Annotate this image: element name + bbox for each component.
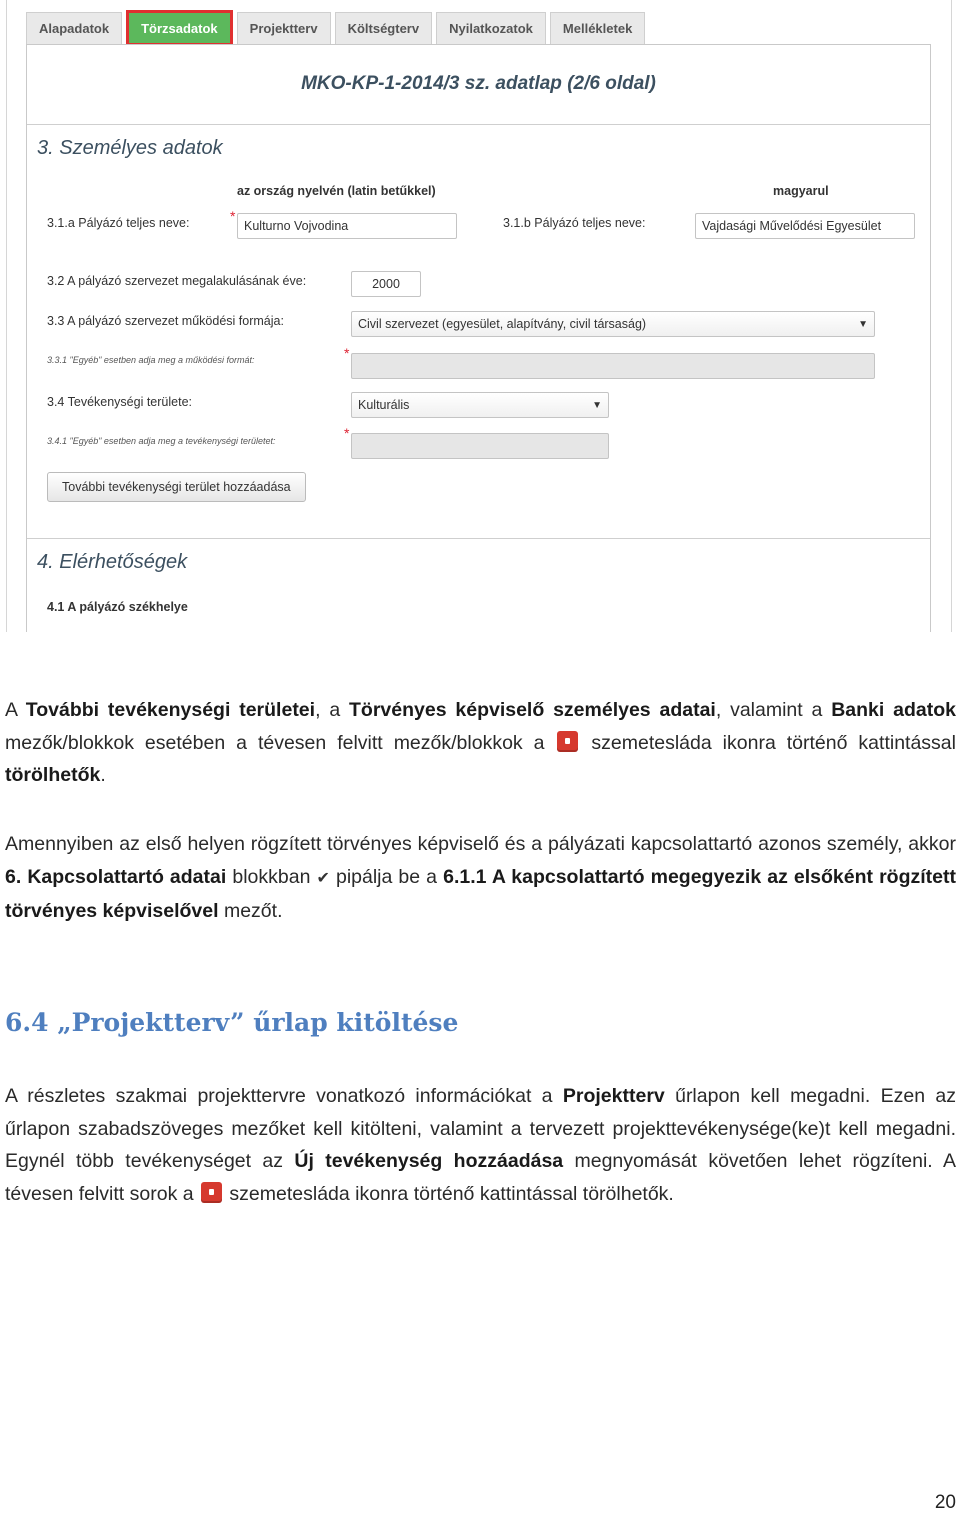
operating-form-select[interactable] <box>351 311 875 337</box>
text: szemetesláda ikonra történő kattintással <box>580 731 956 754</box>
trash-icon <box>557 731 578 752</box>
screenshot-left-edge <box>6 0 7 632</box>
text: A részletes szakmai projekttervre vonatkozó információkat a <box>5 1085 563 1107</box>
column-header-hungarian: magyarul <box>773 184 829 198</box>
form-panel <box>26 44 931 632</box>
required-mark: * <box>344 345 350 361</box>
section-3-title: 3. Személyes adatok <box>37 137 223 159</box>
bold-text: További tevékenységi területei <box>25 699 316 721</box>
tab-nyilatkozatok[interactable]: Nyilatkozatok <box>436 12 546 44</box>
activity-area-select[interactable] <box>351 392 609 418</box>
text: szemetesláda ikonra történő kattintással törölhetők. <box>224 1182 674 1205</box>
chevron-down-icon: ▼ <box>858 318 868 330</box>
required-mark: * <box>230 208 236 224</box>
text: , a <box>315 699 349 721</box>
text: mezőt. <box>218 900 283 922</box>
form-title: MKO-KP-1-2014/3 sz. adatlap (2/6 oldal) <box>301 73 656 94</box>
label-3-3: 3.3 A pályázó szervezet működési formája: <box>47 314 284 328</box>
text: pipálja be a <box>329 865 444 888</box>
bold-text: 6. Kapcsolattartó adatai <box>5 865 227 888</box>
bold-text: Projektterv <box>562 1085 665 1107</box>
text: A <box>5 699 26 721</box>
bold-text: 6.1.1 A kapcsolattartó megegyezik az elsőként rögzített törvényes képviselővel <box>5 865 956 922</box>
operating-form-value: Civil szervezet (egyesület, alapítvány, civil társaság) <box>358 317 647 331</box>
tab-mellekletek[interactable]: Mellékletek <box>550 12 645 44</box>
other-activity-area-field[interactable] <box>351 433 609 459</box>
text: , valamint a <box>715 699 832 721</box>
check-icon: ✔ <box>316 869 330 887</box>
tab-alapadatok[interactable]: Alapadatok <box>26 12 122 44</box>
tab-projektterv[interactable]: Projektterv <box>237 12 331 44</box>
text: blokkban <box>226 865 317 888</box>
founding-year-field[interactable]: 2000 <box>351 271 421 297</box>
bold-text: Banki adatok <box>831 699 956 721</box>
label-3-4: 3.4 Tevékenységi területe: <box>47 395 193 409</box>
tab-bar <box>26 10 645 46</box>
label-3-1a: 3.1.a Pályázó teljes neve: <box>47 216 190 230</box>
name-hungarian-field[interactable]: Vajdasági Művelődési Egyesület <box>695 213 915 239</box>
bold-text: törölhetők <box>5 764 101 786</box>
tab-torzsadatok[interactable]: Törzsadatok <box>126 10 233 46</box>
required-mark: * <box>344 425 350 441</box>
text: . <box>100 764 106 786</box>
section-4-title: 4. Elérhetőségek <box>37 551 188 573</box>
divider <box>27 124 930 125</box>
bold-text: Törvényes képviselő személyes adatai <box>349 699 716 721</box>
other-operating-form-field[interactable] <box>351 353 875 379</box>
label-3-2: 3.2 A pályázó szervezet megalakulásának éve: <box>47 274 307 288</box>
form-screenshot <box>6 0 952 632</box>
text: űrlapon kell megadni. Ezen az űrlapon szabadszöveges mezőket kell kitölteni, valamint a tervezett projekttevékenysége(ke)t kell megadni. Egynél több tevékenységet az <box>5 1085 956 1172</box>
label-3-1b: 3.1.b Pályázó teljes neve: <box>503 216 646 230</box>
divider <box>27 538 930 539</box>
screenshot-right-edge <box>951 0 952 632</box>
paragraph-project-plan <box>5 1080 956 1210</box>
label-3-3-1: 3.3.1 "Egyéb" esetben adja meg a működési formát: <box>47 355 255 365</box>
label-3-4-1: 3.4.1 "Egyéb" esetben adja meg a tevékenységi területet: <box>47 436 276 446</box>
chevron-down-icon: ▼ <box>592 399 602 411</box>
trash-icon <box>201 1182 222 1203</box>
name-latin-field[interactable]: Kulturno Vojvodina <box>237 213 457 239</box>
page-number: 20 <box>934 1492 956 1513</box>
add-activity-area-button[interactable]: További tevékenységi terület hozzáadása <box>47 472 306 502</box>
paragraph-contact-person <box>5 828 956 928</box>
bold-text: Új tevékenység hozzáadása <box>294 1150 564 1172</box>
text: mezők/blokkok esetében a tévesen felvitt mezők/blokkok a <box>5 731 556 754</box>
label-4-1: 4.1 A pályázó székhelye <box>47 600 188 614</box>
text: megnyomását követően lehet rögzíteni. A tévesen felvitt sorok a <box>5 1150 956 1205</box>
section-heading-6-4: 6.4 „Projektterv” űrlap kitöltése <box>5 1008 459 1037</box>
text: Amennyiben az első helyen rögzített törvényes képviselő és a pályázati kapcsolattartó azonos személy, akkor <box>5 833 956 855</box>
activity-area-value: Kulturális <box>358 398 410 412</box>
tab-koltsegterv[interactable]: Költségterv <box>335 12 433 44</box>
column-header-latin: az ország nyelvén (latin betűkkel) <box>237 184 436 198</box>
paragraph-delete-blocks <box>5 694 956 792</box>
